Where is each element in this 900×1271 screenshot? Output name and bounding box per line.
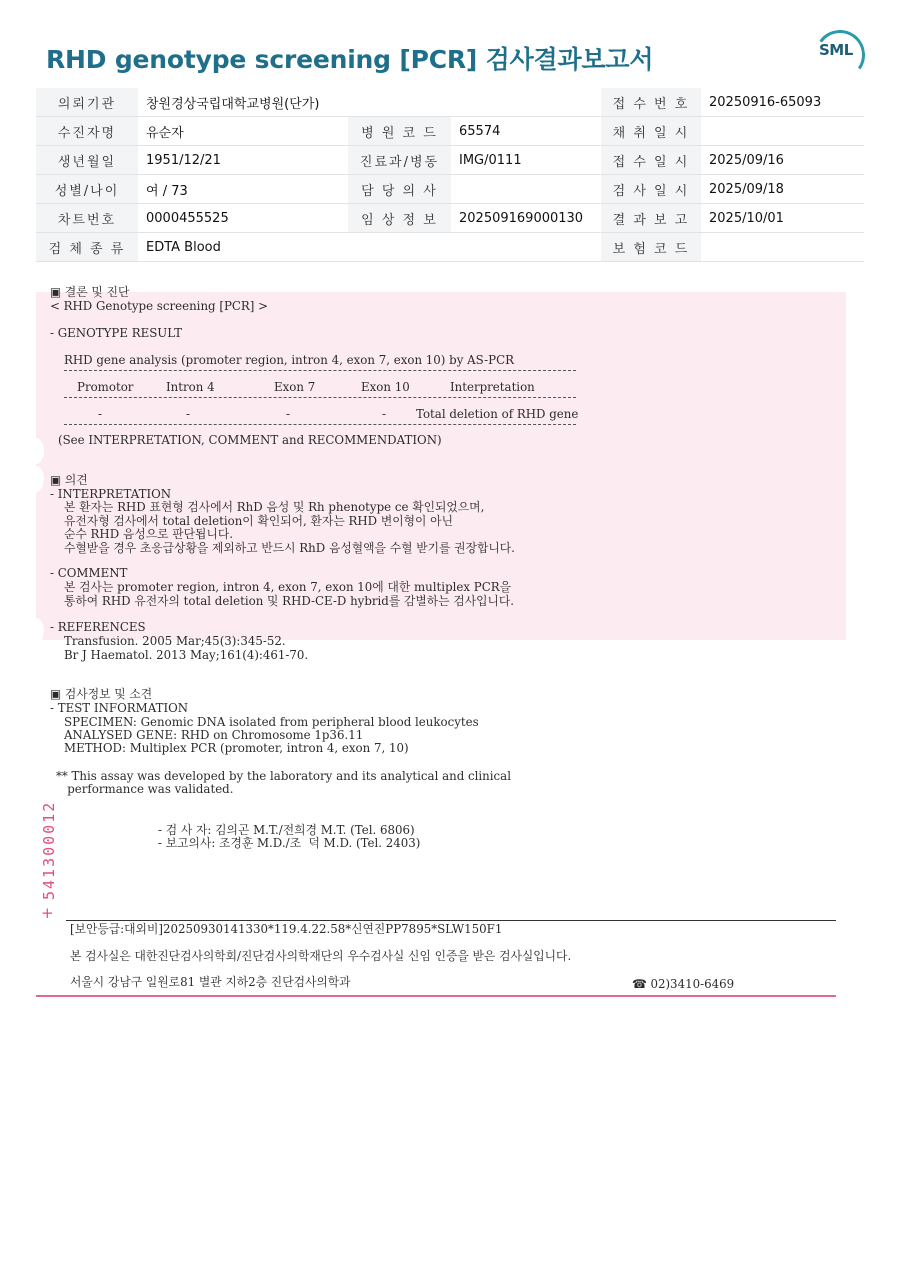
info-label: 검 사 일 시 xyxy=(601,175,701,204)
section-opinion-heading: ▣ 의견 xyxy=(50,473,88,487)
col-header: Intron 4 xyxy=(166,380,215,394)
info-value xyxy=(701,117,864,146)
cell-value: Total deletion of RHD gene xyxy=(416,407,579,421)
info-label: 접 수 일 시 xyxy=(601,146,701,175)
info-value: 65574 xyxy=(451,117,601,146)
logo-text: SML xyxy=(819,41,853,59)
reference-line: Transfusion. 2005 Mar;45(3):345-52. xyxy=(64,634,286,648)
table-rule xyxy=(64,370,576,371)
cell-value: - xyxy=(186,407,190,421)
info-value: 0000455525 xyxy=(138,204,348,233)
reporter-line: - 보고의사: 조경훈 M.D./조 덕 M.D. (Tel. 2403) xyxy=(158,836,421,850)
info-value: 202509169000130 xyxy=(451,204,601,233)
interpretation-line: 유전자형 검사에서 total deletion이 확인되어, 환자는 RHD 변이형이 아닌 xyxy=(64,514,453,528)
info-value: EDTA Blood xyxy=(138,233,601,262)
info-label: 보 험 코 드 xyxy=(601,233,701,262)
table-rule xyxy=(64,397,576,398)
col-header: Interpretation xyxy=(450,380,535,394)
info-label: 담 당 의 사 xyxy=(348,175,451,204)
assay-note: ** This assay was developed by the laboratory and its analytical and clinical xyxy=(56,769,511,783)
info-row xyxy=(36,175,864,204)
info-value: 2025/09/18 xyxy=(701,175,864,204)
info-label: 차트번호 xyxy=(36,204,138,233)
cell-value: - xyxy=(286,407,290,421)
info-row xyxy=(36,204,864,233)
punch-hole xyxy=(28,466,44,492)
side-serial-number: 541300012 xyxy=(40,800,58,900)
testinfo-heading: - TEST INFORMATION xyxy=(50,701,189,715)
side-plus-mark: + xyxy=(41,904,54,922)
col-header: Exon 10 xyxy=(361,380,410,394)
assay-note: performance was validated. xyxy=(56,782,234,796)
col-header: Exon 7 xyxy=(274,380,316,394)
references-heading: - REFERENCES xyxy=(50,620,146,634)
interpretation-line: 수혈받을 경우 초응급상황을 제외하고 반드시 RhD 음성혈액을 수혈 받기를 권장합니다. xyxy=(64,541,515,555)
analysis-line: RHD gene analysis (promoter region, intron 4, exon 7, exon 10) by AS-PCR xyxy=(64,353,514,367)
info-value: 유순자 xyxy=(138,117,348,146)
comment-line: 통하여 RHD 유전자의 total deletion 및 RHD-CE-D hybrid를 감별하는 검사입니다. xyxy=(64,594,515,608)
info-row xyxy=(36,88,864,117)
see-note: (See INTERPRETATION, COMMENT and RECOMMENDATION) xyxy=(58,433,442,447)
security-line: [보안등급:대외비]20250930141330*119.4.22.58*신연진PP7895*SLW150F1 xyxy=(70,922,503,936)
info-value: 1951/12/21 xyxy=(138,146,348,175)
info-label: 수진자명 xyxy=(36,117,138,146)
info-value: 2025/10/01 xyxy=(701,204,864,233)
testinfo-line: SPECIMEN: Genomic DNA isolated from peripheral blood leukocytes xyxy=(64,715,479,729)
phone-line: ☎ 02)3410-6469 xyxy=(632,977,735,991)
info-value xyxy=(451,175,601,204)
section-conclusion-subtitle: < RHD Genotype screening [PCR] > xyxy=(50,299,269,313)
footer-rule xyxy=(66,920,836,921)
genotype-heading: - GENOTYPE RESULT xyxy=(50,326,182,340)
section-testinfo-heading: ▣ 검사정보 및 소견 xyxy=(50,687,153,701)
punch-hole xyxy=(28,438,44,464)
comment-line: 본 검사는 promoter region, intron 4, exon 7, exon 10에 대한 multiplex PCR을 xyxy=(64,580,512,594)
info-label: 병 원 코 드 xyxy=(348,117,451,146)
examiner-line: - 검 사 자: 김의곤 M.T./전희경 M.T. (Tel. 6806) xyxy=(158,823,415,837)
sml-logo xyxy=(812,30,864,76)
report-title: RHD genotype screening [PCR] 검사결과보고서 xyxy=(46,45,654,74)
info-label: 의뢰기관 xyxy=(36,88,138,117)
col-header: Promotor xyxy=(77,380,134,394)
info-label: 접 수 번 호 xyxy=(601,88,701,117)
info-label: 성별/나이 xyxy=(36,175,138,204)
info-value: IMG/0111 xyxy=(451,146,601,175)
cell-value: - xyxy=(382,407,386,421)
info-label: 검 체 종 류 xyxy=(36,233,138,262)
footer-pink-rule xyxy=(36,995,836,997)
info-row xyxy=(36,146,864,175)
testinfo-line: ANALYSED GENE: RHD on Chromosome 1p36.11 xyxy=(64,728,364,742)
section-conclusion-heading: ▣ 결론 및 진단 xyxy=(50,285,130,299)
info-value xyxy=(701,233,864,262)
interpretation-heading: - INTERPRETATION xyxy=(50,487,172,501)
info-row xyxy=(36,233,864,262)
comment-heading: - COMMENT xyxy=(50,566,128,580)
info-label: 결 과 보 고 xyxy=(601,204,701,233)
testinfo-line: METHOD: Multiplex PCR (promoter, intron 4, exon 7, 10) xyxy=(64,741,409,755)
patient-info-table xyxy=(36,88,864,262)
certification-line: 본 검사실은 대한진단검사의학회/진단검사의학재단의 우수검사실 신임 인증을 받은 검사실입니다. xyxy=(70,949,572,963)
punch-hole xyxy=(28,618,44,644)
info-label: 진료과/병동 xyxy=(348,146,451,175)
info-label: 임 상 정 보 xyxy=(348,204,451,233)
info-value: 2025/09/16 xyxy=(701,146,864,175)
address-line: 서울시 강남구 일원로81 별관 지하2층 진단검사의학과 xyxy=(70,975,351,989)
reference-line: Br J Haematol. 2013 May;161(4):461-70. xyxy=(64,648,309,662)
info-value: 창원경상국립대학교병원(단가) xyxy=(138,88,601,117)
info-value: 여 / 73 xyxy=(138,175,348,204)
scanned-report xyxy=(36,270,866,1010)
info-label: 생년월일 xyxy=(36,146,138,175)
info-value: 20250916-65093 xyxy=(701,88,864,117)
table-rule xyxy=(64,424,576,425)
info-row xyxy=(36,117,864,146)
interpretation-line: 본 환자는 RHD 표현형 검사에서 RhD 음성 및 Rh phenotype ce 확인되었으며, xyxy=(64,500,485,514)
cell-value: - xyxy=(98,407,102,421)
interpretation-line: 순수 RHD 음성으로 판단됩니다. xyxy=(64,527,233,541)
info-label: 채 취 일 시 xyxy=(601,117,701,146)
